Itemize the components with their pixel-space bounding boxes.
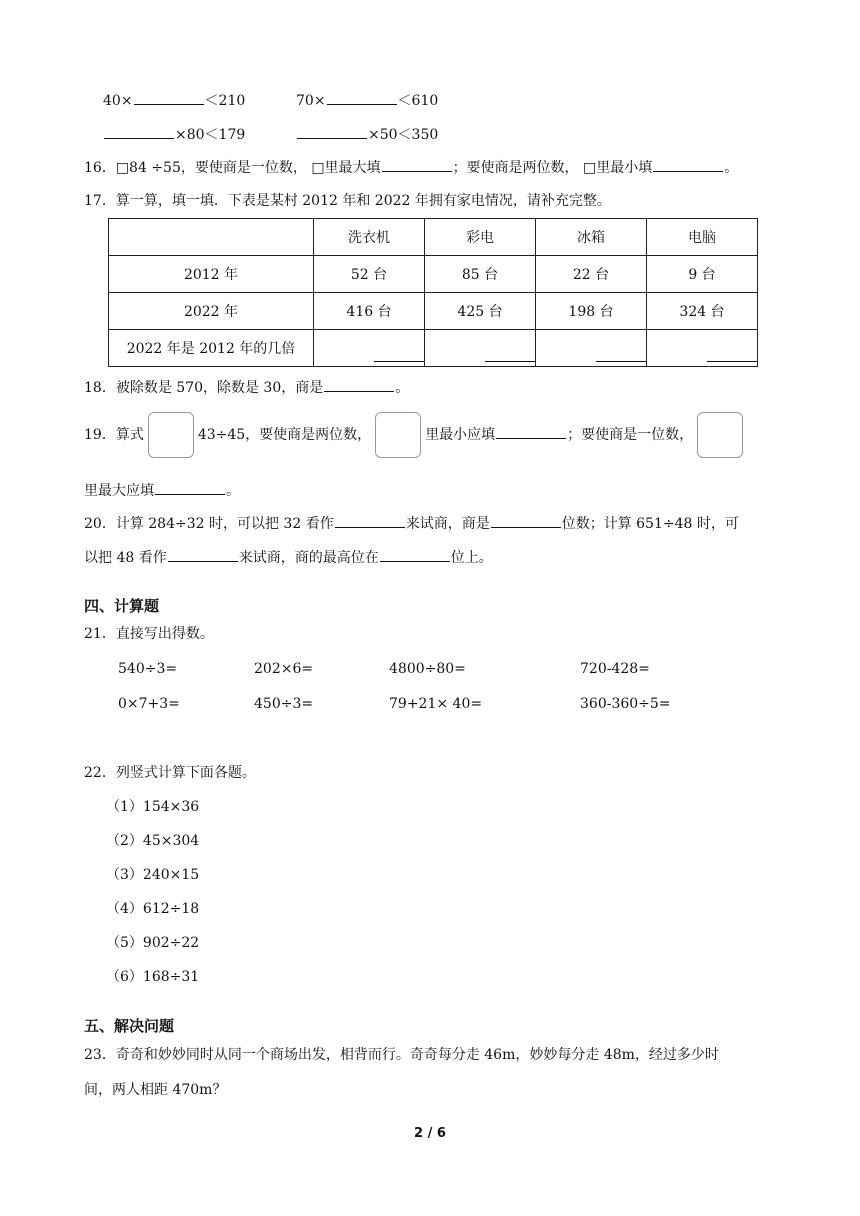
answer-blank[interactable] [168,547,238,562]
expr-prefix: 40× [103,93,133,109]
table-header-cell: 洗衣机 [314,219,425,256]
blank-box[interactable] [375,412,421,458]
table-header-cell: 冰箱 [536,219,647,256]
answer-blank[interactable] [496,424,566,439]
expr-suffix: ＜210 [204,93,246,109]
list-item: （1）154×36 [106,799,200,815]
expr-suffix: ＜610 [397,93,439,109]
answer-blank[interactable] [382,157,452,172]
table-row [109,330,758,367]
expr-suffix: ×80＜179 [175,127,246,143]
table-cell: 52 台 [314,256,425,293]
question-19-cont [84,480,240,501]
table-row [109,256,758,293]
answer-blank[interactable] [155,480,225,495]
answer-blank[interactable] [297,124,367,139]
question-text: ；要使商是一位数， [567,427,694,443]
question-text: 19．算式 [84,427,144,443]
answer-blank[interactable] [491,513,561,528]
question-text: □里最小填 [583,160,653,176]
table-cell: 9 台 [647,256,758,293]
list-item: （2）45×304 [106,833,200,849]
question-17-text: 17．算一算，填一填．下表是某村 2012 年和 2022 年拥有家电情况，请补充完整。 [84,193,611,209]
question-21-text: 21．直接写出得数。 [84,626,214,642]
question-text: 20．计算 284÷32 时，可以把 32 看作 [84,516,334,532]
calc-item: 540÷3= [118,661,178,677]
table-answer-cell[interactable] [536,330,647,367]
table-cell: 2012 年 [109,256,314,293]
question-text: 里最大应填 [84,483,154,499]
question-text: ；要使商是两位数， [452,160,579,176]
section-title: 四、计算题 [84,597,160,615]
question-16 [84,157,738,178]
page-number: 2 / 6 [414,1126,446,1141]
calc-item: 450÷3= [254,696,314,712]
question-22-text: 22．列竖式计算下面各题。 [84,765,256,781]
fill-row-1-b [296,90,438,111]
table-cell: 85 台 [425,256,536,293]
question-18 [84,377,409,398]
table-cell: 416 台 [314,293,425,330]
table-cell: 425 台 [425,293,536,330]
question-text: 43÷45，要使商是两位数， [197,427,372,443]
table-header-cell: 电脑 [647,219,758,256]
answer-blank[interactable] [374,349,424,362]
question-23-line2: 间，两人相距 470m？ [84,1082,227,1098]
answer-blank[interactable] [596,349,646,362]
question-text: 来试商，商的最高位在 [238,550,379,566]
question-number: 16． [84,160,116,176]
table-cell: 198 台 [536,293,647,330]
list-item: （6）168÷31 [106,969,200,985]
answer-blank[interactable] [335,513,405,528]
section-title: 五、解决问题 [84,1017,175,1035]
list-item: （4）612÷18 [106,901,200,917]
fill-row-2-a [103,124,245,145]
table-answer-cell[interactable] [647,330,758,367]
question-text: 。 [724,160,739,176]
calc-item: 79+21× 40= [389,696,483,712]
calc-item: 4800÷80= [389,661,466,677]
question-text: 来试商，商是 [405,516,490,532]
question-20 [84,513,739,534]
question-text: 以把 48 看作 [84,550,167,566]
answer-blank[interactable] [327,90,397,105]
question-text: 位数；计算 651÷48 时，可 [561,516,739,532]
answer-blank[interactable] [653,157,723,172]
table-answer-cell[interactable] [314,330,425,367]
table-cell: 2022 年是 2012 年的几倍 [109,330,314,367]
list-item: （5）902÷22 [106,935,200,951]
question-19 [84,412,747,458]
table-header-cell [109,219,314,256]
calc-item: 0×7+3= [118,696,180,712]
blank-box[interactable] [697,412,743,458]
answer-blank[interactable] [485,349,535,362]
question-text: 。 [226,483,240,499]
expr-suffix: ×50＜350 [368,127,439,143]
answer-blank[interactable] [380,547,450,562]
question-text: 里最小应填 [425,427,496,443]
blank-box[interactable] [148,412,194,458]
answer-blank[interactable] [324,377,394,392]
question-text: 位上。 [450,550,493,566]
table-cell: 324 台 [647,293,758,330]
calc-item: 202×6= [254,661,314,677]
fill-row-1-a [103,90,245,111]
table-cell: 22 台 [536,256,647,293]
calc-item: 360-360÷5= [580,696,671,712]
question-text: 。 [395,380,410,396]
answer-blank[interactable] [134,90,204,105]
appliance-table [108,218,758,367]
table-row [109,293,758,330]
table-answer-cell[interactable] [425,330,536,367]
table-cell: 2022 年 [109,293,314,330]
expr-prefix: 70× [296,93,326,109]
answer-blank[interactable] [104,124,174,139]
calc-item: 720-428= [580,661,650,677]
question-text: □里最大填 [311,160,381,176]
question-text: □84 ÷55，要使商是一位数， [115,160,307,176]
question-text: 18．被除数是 570，除数是 30，商是 [84,380,324,396]
table-header-cell: 彩电 [425,219,536,256]
question-20-cont [84,547,493,568]
list-item: （3）240×15 [106,867,200,883]
fill-row-2-b [296,124,438,145]
answer-blank[interactable] [707,349,757,362]
question-23-line1: 23．奇奇和妙妙同时从同一个商场出发，相背而行。奇奇每分走 46m，妙妙每分走 48m，经过多少时 [84,1047,719,1063]
table-header-row [109,219,758,256]
